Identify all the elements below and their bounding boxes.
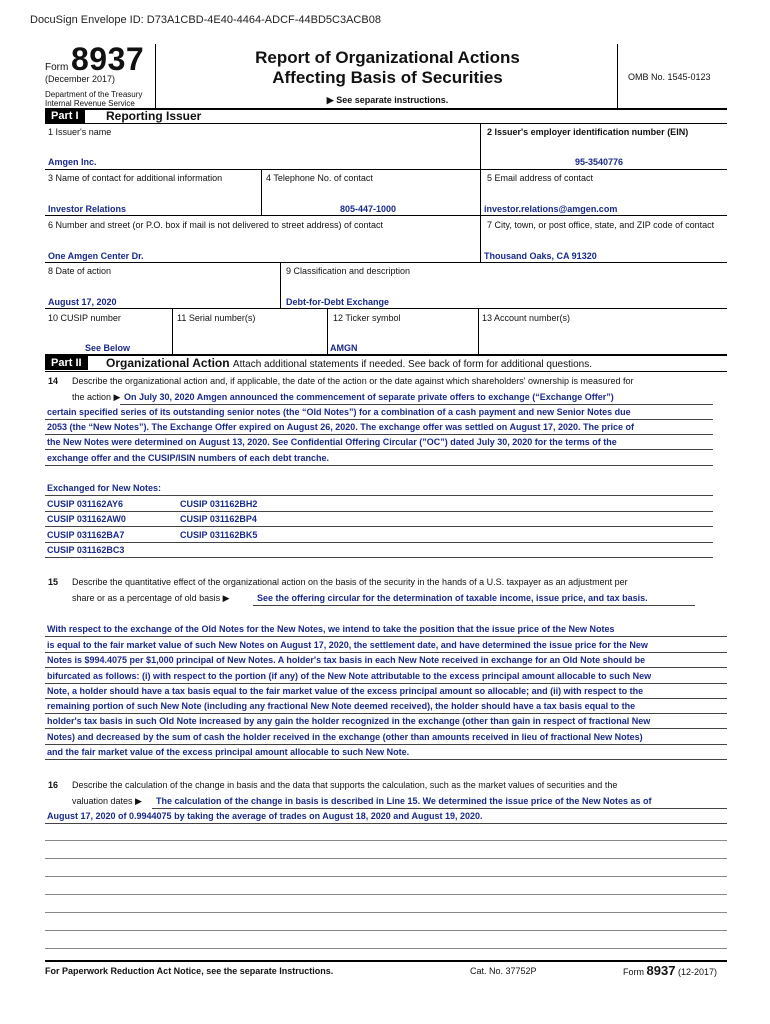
row2-divider-b [480, 169, 481, 215]
q15-inline-underline [253, 605, 695, 606]
cusip-right-3: CUSIP 031162BK5 [180, 530, 258, 540]
field-12-label: 12 Ticker symbol [333, 313, 401, 323]
field-10-label: 10 CUSIP number [48, 313, 121, 323]
q15-underline-7 [45, 728, 727, 729]
q16-underline-1 [45, 823, 727, 824]
cusip-underline-3 [45, 542, 713, 543]
q15-answer-line-6[interactable]: remaining portion of such New Note (including any fractional New Note deemed received), the holder should have a tax basis equal to the [47, 701, 636, 711]
row4-rule [45, 308, 727, 309]
row2-divider-a [261, 169, 262, 215]
cusip-right-2: CUSIP 031162BP4 [180, 514, 257, 524]
q15-underline-5 [45, 698, 727, 699]
row5-divider-c [478, 308, 479, 354]
row1-rule [45, 169, 727, 170]
q14-text-2: the action ▶ [72, 392, 121, 402]
q16-text-2: valuation dates ▶ [72, 796, 142, 806]
q14-answer-line-3[interactable]: 2053 (the “New Notes”). The Exchange Offer expired on August 26, 2020. The exchange offer was settled on August 17, 2020. The price of [47, 422, 634, 432]
q15-underline-8 [45, 744, 727, 745]
footer-form-number: 8937 [646, 963, 676, 978]
field-11-label: 11 Serial number(s) [177, 313, 256, 323]
q15-text-2: share or as a percentage of old basis ▶ [72, 593, 230, 603]
part1-title: Reporting Issuer [106, 109, 202, 123]
paperwork-notice: For Paperwork Reduction Act Notice, see the separate Instructions. [45, 966, 334, 976]
title-line-1: Report of Organizational Actions [255, 48, 520, 67]
blank-line[interactable] [45, 912, 727, 913]
row3-divider [480, 215, 481, 262]
field-6-label: 6 Number and street (or P.O. box if mail is not delivered to street address) of contact [48, 220, 383, 230]
form-label: Form [45, 62, 69, 73]
q14-number: 14 [48, 376, 59, 386]
field-5-label: 5 Email address of contact [487, 173, 594, 183]
q15-underline-2 [45, 652, 727, 653]
q15-answer-line-4[interactable]: bifurcated as follows: (i) with respect to the portion (if any) of the New Note attributable to the excess principal amount allocable to such New [47, 671, 652, 681]
q15-underline-3 [45, 667, 727, 668]
row5-divider-b [327, 308, 328, 354]
form-number: 8937 [71, 41, 145, 77]
q14-text-1: Describe the organizational action and, if applicable, the date of the action or the date against which shareholders' ownership is measured for [72, 376, 634, 386]
exchanged-heading: Exchanged for New Notes: [47, 483, 162, 493]
q16-inline-underline [152, 808, 727, 809]
field-9-label: 9 Classification and description [286, 266, 411, 276]
q14-underline-4 [45, 449, 713, 450]
q16-answer[interactable]: August 17, 2020 of 0.9944075 by taking the average of trades on August 18, 2020 and August 19, 2020. [47, 811, 483, 821]
cusip-underline-1 [45, 511, 713, 512]
city-field[interactable]: Thousand Oaks, CA 91320 [484, 251, 597, 261]
contact-name-field[interactable]: Investor Relations [48, 204, 127, 214]
q14-underline-5 [45, 465, 713, 466]
part2-label: Part II [45, 356, 88, 370]
q16-number: 16 [48, 780, 59, 790]
q15-underline-4 [45, 683, 727, 684]
cusip-left-2: CUSIP 031162AW0 [47, 514, 126, 524]
q14-answer-line-2[interactable]: certain specified series of its outstanding senior notes (the “Old Notes”) for a combination of a cash payment and new Senior Notes due [47, 407, 631, 417]
exchanged-underline [45, 495, 713, 496]
ticker-field[interactable]: AMGN [330, 343, 358, 353]
row5-divider-a [172, 308, 173, 354]
q14-underline-3 [45, 434, 713, 435]
header-divider-right [617, 44, 618, 108]
footer-form-word: Form [623, 967, 644, 977]
part2-title-rule [45, 371, 727, 372]
blank-line[interactable] [45, 840, 727, 841]
email-field[interactable]: investor.relations@amgen.com [484, 204, 618, 214]
title-line-2: Affecting Basis of Securities [272, 68, 503, 87]
q15-underline-1 [45, 636, 727, 637]
see-separate-instructions: ▶ See separate instructions. [326, 95, 449, 105]
cusip-left-3: CUSIP 031162BA7 [47, 530, 125, 540]
q15-answer-line-9[interactable]: and the fair market value of the excess principal amount allocable to such New Note. [47, 747, 410, 757]
cat-number: Cat. No. 37752P [470, 966, 537, 976]
form-revision: (December 2017) [45, 74, 116, 84]
footer-form [623, 963, 717, 978]
row2-rule [45, 215, 727, 216]
q14-answer-line-4[interactable]: the New Notes were determined on August 13, 2020. See Confidential Offering Circular (”OC”) dated July 30, 2020 for the terms of the [47, 437, 617, 447]
q14-answer-line-5[interactable]: exchange offer and the CUSIP/ISIN numbers of each debt tranche. [47, 453, 330, 463]
blank-line[interactable] [45, 930, 727, 931]
q15-answer-line-8[interactable]: Notes) and decreased by the sum of cash the holder received in the exchange (other than amounts received in lieu of fractional New Notes) [47, 732, 643, 742]
blank-line[interactable] [45, 894, 727, 895]
telephone-field[interactable]: 805-447-1000 [340, 204, 397, 214]
q15-underline-6 [45, 713, 727, 714]
field-8-label: 8 Date of action [48, 266, 112, 276]
part2-subtitle: Attach additional statements if needed. See back of form for additional questions. [232, 359, 593, 370]
cusip-left-1: CUSIP 031162AY6 [47, 499, 124, 509]
row3-rule [45, 262, 727, 263]
field-7-label: 7 City, town, or post office, state, and ZIP code of contact [487, 220, 715, 230]
q16-text-1: Describe the calculation of the change in basis and the data that supports the calculation, such as the market values of securities and the [72, 780, 618, 790]
q15-number: 15 [48, 577, 59, 587]
blank-line[interactable] [45, 876, 727, 877]
q15-answer-line-7[interactable]: holder's tax basis in such Old Note increased by any gain the holder recognized in the exchange (other than gain in respect of fractional New [47, 716, 651, 726]
cusip-underline-4 [45, 557, 713, 558]
q15-inline-answer[interactable]: See the offering circular for the determination of taxable income, issue price, and tax basis. [257, 593, 648, 603]
date-of-action-field[interactable]: August 17, 2020 [48, 297, 117, 307]
field-13-label: 13 Account number(s) [482, 313, 571, 323]
dept-line-1: Department of the Treasury [45, 90, 143, 99]
q15-text-1: Describe the quantitative effect of the organizational action on the basis of the security in the hands of a U.S. taxpayer as an adjustment per [72, 577, 628, 587]
field-2-label: 2 Issuer's employer identification number (EIN) [487, 127, 689, 137]
dept-line-2: Internal Revenue Service [45, 99, 135, 108]
q15-answer-line-3[interactable]: Notes is $994.4075 per $1,000 principal of New Notes. A holder's tax basis in each New Note received in exchange for an Old Note should be [47, 655, 646, 665]
field-4-label: 4 Telephone No. of contact [266, 173, 373, 183]
street-field[interactable]: One Amgen Center Dr. [48, 251, 144, 261]
q15-answer-line-1[interactable]: With respect to the exchange of the Old Notes for the New Notes, we intend to take the position that the issue price of the New Notes [47, 624, 615, 634]
omb-number: OMB No. 1545-0123 [628, 72, 711, 82]
q14-underline-2 [45, 419, 713, 420]
part1-title-rule [45, 123, 727, 124]
cusip-underline-2 [45, 526, 713, 527]
field-3-label: 3 Name of contact for additional information [48, 173, 223, 183]
footer-revision: (12-2017) [677, 967, 717, 977]
q15-underline-9 [45, 759, 727, 760]
issuer-name-field[interactable]: Amgen Inc. [48, 157, 97, 167]
part1-label: Part I [45, 109, 85, 123]
q14-answer-line-1[interactable]: On July 30, 2020 Amgen announced the commencement of separate private offers to exchange (“Exchange Offer”) [124, 392, 614, 402]
department [45, 90, 142, 108]
part2-title [106, 356, 592, 370]
ein-field[interactable]: 95-3540776 [575, 157, 624, 167]
blank-line[interactable] [45, 948, 727, 949]
classification-field[interactable]: Debt-for-Debt Exchange [286, 297, 390, 307]
blank-line[interactable] [45, 858, 727, 859]
cusip-right-1: CUSIP 031162BH2 [180, 499, 258, 509]
row4-divider [280, 262, 281, 308]
footer-rule [45, 960, 727, 962]
form-title [160, 48, 615, 88]
field-1-label: 1 Issuer's name [48, 127, 112, 137]
envelope-id: DocuSign Envelope ID: D73A1CBD-4E40-4464-ADCF-44BD5C3ACB08 [30, 14, 381, 26]
q16-inline-answer[interactable]: The calculation of the change in basis is described in Line 15. We determined the issue price of the New Notes as of [156, 796, 652, 806]
q15-answer-line-2[interactable]: is equal to the fair market value of such New Notes on August 17, 2020, the settlement date, and have determined the issue price for the New [47, 640, 648, 650]
q15-answer-line-5[interactable]: Note, a holder should have a tax basis equal to the fair market value of the excess principal amount so allocable; and (ii) with respect to the [47, 686, 644, 696]
header-divider-left [155, 44, 156, 108]
row1-divider [480, 123, 481, 169]
cusip-left-4: CUSIP 031162BC3 [47, 545, 125, 555]
part2-title-bold: Organizational Action [106, 356, 230, 370]
q14-underline-1 [120, 404, 713, 405]
cusip-field[interactable]: See Below [85, 343, 131, 353]
